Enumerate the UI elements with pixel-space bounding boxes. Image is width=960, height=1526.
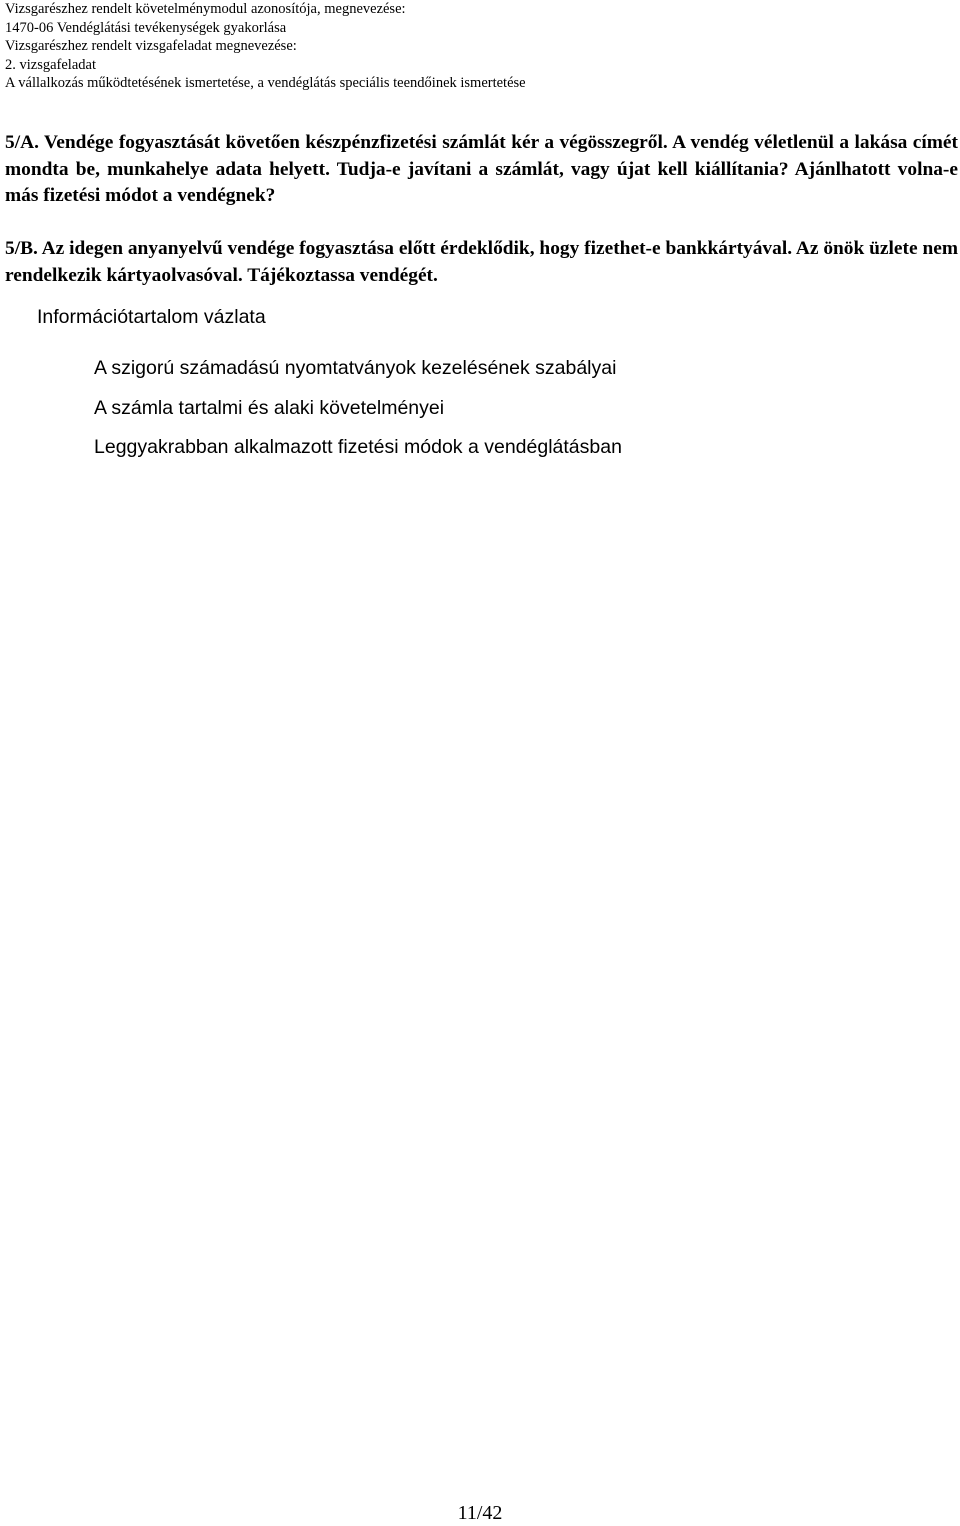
header-line: A vállalkozás működtetésének ismertetése, a vendéglátás speciális teendőinek ismertetése bbox=[5, 75, 526, 92]
exam-header bbox=[5, 0, 955, 93]
task-5a-text: 5/A. Vendége fogyasztását követően készpénzfizetési számlát kér a végösszegről. A vendég véletlenül a lakása címét mondta be, munkahelye adata helyett. Tudja-e javítani a számlát, vagy újat kell kiállítania? Ajánlhatott volna-e más fizetési módot a vendégnek? bbox=[5, 132, 958, 207]
header-line: 1470-06 Vendéglátási tevékenységek gyakorlása bbox=[5, 19, 287, 36]
outline-item: A szigorú számadású nyomtatványok kezelésének szabályai bbox=[94, 357, 617, 379]
task-5b-text: 5/B. Az idegen anyanyelvű vendége fogyasztása előtt érdeklődik, hogy fizethet-e bankkártyával. Az önök üzlete nem rendelkezik kártyaolvasóval. Tájékoztassa vendégét. bbox=[5, 238, 958, 286]
header-line: Vizsgarészhez rendelt vizsgafeladat megnevezése: bbox=[5, 38, 297, 55]
outline-title: Információtartalom vázlata bbox=[37, 306, 266, 328]
header-line: 2. vizsgafeladat bbox=[5, 56, 96, 73]
header-line: Vizsgarészhez rendelt követelménymodul azonosítója, megnevezése: bbox=[5, 1, 406, 17]
outline-item: Leggyakrabban alkalmazott fizetési módok a vendéglátásban bbox=[94, 436, 622, 458]
outline-list bbox=[94, 355, 622, 474]
page-number: 11/42 bbox=[457, 1502, 503, 1524]
outline-item: A számla tartalmi és alaki követelményei bbox=[94, 396, 445, 419]
